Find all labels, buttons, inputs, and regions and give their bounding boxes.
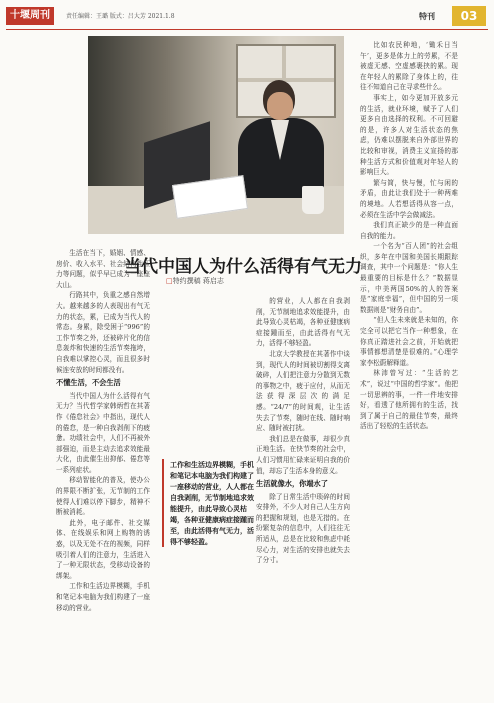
- paragraph: 林沛曾写过：“生活的艺术”，说过“中国的哲学家”。他把一切思辨的事，一件一件地安排好，看透了他所拥有的生活，找到了属于自己的最佳节奏，最终活出了轻松的生活状态。: [360, 369, 458, 431]
- subheading: 不懂生活，不会生活: [56, 378, 121, 388]
- pull-quote: 工作和生活边界模糊，手机和笔记本电脑为我们构建了一座移动的营业，人人都在自我剥削，无节制地追求效能提升，由此导致心灵枯竭，各种亚健康病症接踵而至，由此活得有气无力，活得不够轻盈。: [162, 459, 258, 547]
- paragraph: 一个名为“百人团”的社会组织，多年在中国和美国长期跟踪调查，其中一个问题是：“你人生最重要的目标是什么？”数据显示，中美两国50%的人的答案是“家庭幸福”，但中国的另一项数据则是“财务自由”。: [360, 242, 458, 314]
- page-number: 03: [452, 6, 486, 26]
- byline-text: 特约撰稿 蒋启志: [172, 277, 224, 285]
- paragraph: 当代中国人为什么活得有气无力？当代哲学家韩炳哲在其著作《倦怠社会》中指出，现代人的倦怠，是一种自我剥削下的疲惫。功绩社会中，人们不再被外部强迫，而是主动去追求效能最大化，由此催生出抑郁、倦怠等一系列症状。: [56, 391, 150, 474]
- section-label: 特刊: [419, 12, 435, 21]
- paragraph: 我们总是在做事，却很少真正地生活。在快节奏的社会中，人们习惯用忙碌来证明自我的价值，却忘了生活本身的意义。: [256, 434, 350, 475]
- editor-credits: 责任编辑：王璐 版式：吕大芳 2021.1.8: [66, 13, 175, 20]
- paragraph: 生活在当下，婚姻、情感、房价、收入水平、社会结构性压力等问题，似乎早已成为一座座大山。: [56, 249, 150, 289]
- paragraph: 繁与简，快与慢，忙与闲的矛盾，由此让我们处于一种两难的境地。人若想活得从容一点，必须在生活中学会做减法。: [360, 178, 458, 219]
- paragraph: 的营业，人人都在自我剥削，无节制地追求效能提升，由此导致心灵枯竭，各种亚健康病症接踵而至，由此活得有气无力，活得不够轻盈。: [256, 297, 350, 348]
- person-face: [267, 92, 293, 120]
- byline-mark: □: [166, 276, 173, 285]
- coffee-cup: [302, 186, 324, 214]
- paragraph: 比如农民种地，‘锄禾日当午’，更多是体力上的劳累，不是被虚无感、空虚感裹挟的累。现在年轻人的累除了身体上的，往往不知道自己在寻求些什么。: [360, 41, 458, 92]
- page-header: [0, 0, 494, 30]
- byline: [166, 276, 224, 286]
- paragraph: 行路其中，负重之感自然增大。越来越多的人表现出有气无力的状态，累，已成为当代人的常态。身累，除受困于“996”的工作节奏之外，还被碎片化的信息轰炸和快速的生活节奏拖垮，自我难以掌控心灵，而且很多时候连安放的时间都没有。: [56, 291, 150, 374]
- header-rule: [6, 29, 488, 30]
- article-headline: 当代中国人为什么活得有气无力: [124, 257, 362, 277]
- article-photo: [88, 36, 344, 234]
- paragraph: “但人生未来就是未知的，你完全可以把它当作一种想象，在你真正踏进社会之前，开始就把事情都想清楚是很难的。”心理学家李松蔚解释道。: [360, 316, 458, 367]
- paragraph: 除了日常生活中琐碎的时间安排外，不少人对自己人生方向的把握和规划，也是无措的。在纷繁复杂的信息中，人们往往无所适从，总是在比较和焦虑中耗尽心力，对生活的安排也就失去了分寸。: [256, 492, 350, 565]
- column-2: [256, 296, 350, 696]
- column-1: [56, 248, 150, 696]
- paragraph: 北京大学教授在其著作中谈到，现代人的时间被切割得支离破碎，人们把注意力分散到无数的事物之中，疲于应付，从而无法获得深层次的满足感。“24/7”的时间观，让生活失去了节奏，随时在线、随时响应、随时被打扰。: [256, 349, 350, 433]
- column-3: [360, 40, 458, 696]
- paragraph: 我们真正缺少的是一种直面自我的能力。: [360, 221, 458, 240]
- paragraph: 事实上，如今更加开放多元的生活，就业环境，赋予了人们更多自由选择的权利。不可回避的是，许多人对生活状态的焦虑，仍难以摆脱来自外部世界的比较和审视，消费主义宣扬的那种生活方式和价值观对年轻人的影响巨大。: [360, 93, 458, 177]
- paragraph: 此外，电子邮件、社交媒体、在线娱乐和网上购物的诱惑，以及无处不在的视频，同样吸引着人们的注意力，生活进入了一种无限状态，受移动设备的绑架。: [56, 518, 150, 580]
- paragraph: 工作和生活边界模糊，手机和笔记本电脑为我们构建了一座移动的营业。: [56, 582, 150, 612]
- paragraph: 移动智能化的普及，使办公的界限不断扩张，无节制的工作使得人们难以停下脚步，精神不断被消耗。: [56, 476, 150, 517]
- subheading: 生活就像水，你端水了: [256, 479, 328, 489]
- masthead: 十堰周刊: [6, 7, 54, 25]
